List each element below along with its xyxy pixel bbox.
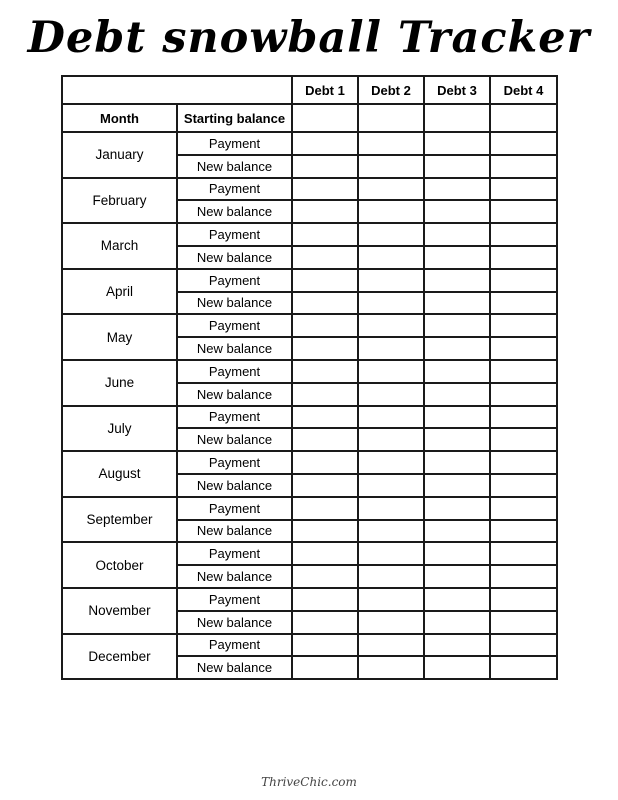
new-balance-label: New balance [177,520,292,543]
new-balance-cell[interactable] [358,200,424,223]
payment-cell[interactable] [292,178,358,201]
month-label: May [62,314,177,360]
payment-row [62,497,557,520]
payment-label: Payment [177,497,292,520]
new-balance-cell[interactable] [358,565,424,588]
header-blank-cell [62,76,292,104]
payment-label: Payment [177,178,292,201]
payment-cell[interactable] [292,314,358,337]
new-balance-cell[interactable] [358,474,424,497]
new-balance-cell[interactable] [490,565,557,588]
payment-cell[interactable] [292,497,358,520]
payment-cell[interactable] [292,269,358,292]
new-balance-label: New balance [177,565,292,588]
new-balance-cell[interactable] [424,200,490,223]
payment-label: Payment [177,451,292,474]
new-balance-cell[interactable] [490,155,557,178]
payment-row [62,588,557,611]
payment-cell[interactable] [358,451,424,474]
month-header: Month [62,104,177,132]
payment-cell[interactable] [490,588,557,611]
payment-cell[interactable] [424,542,490,565]
new-balance-cell[interactable] [490,611,557,634]
payment-cell[interactable] [490,451,557,474]
payment-label: Payment [177,542,292,565]
payment-cell[interactable] [292,223,358,246]
new-balance-cell[interactable] [358,520,424,543]
payment-cell[interactable] [490,497,557,520]
starting-balance-header: Starting balance [177,104,292,132]
new-balance-cell[interactable] [424,428,490,451]
new-balance-cell[interactable] [292,611,358,634]
new-balance-cell[interactable] [490,474,557,497]
starting-balance-cell[interactable] [424,104,490,132]
payment-row [62,132,557,155]
payment-label: Payment [177,588,292,611]
new-balance-label: New balance [177,155,292,178]
month-label: December [62,634,177,680]
payment-cell[interactable] [424,269,490,292]
payment-cell[interactable] [358,588,424,611]
payment-cell[interactable] [424,451,490,474]
new-balance-cell[interactable] [358,656,424,679]
month-label: June [62,360,177,406]
payment-cell[interactable] [490,406,557,429]
payment-cell[interactable] [490,314,557,337]
new-balance-label: New balance [177,474,292,497]
payment-row [62,451,557,474]
payment-cell[interactable] [358,542,424,565]
month-rows [62,132,557,679]
payment-cell[interactable] [424,132,490,155]
new-balance-cell[interactable] [292,520,358,543]
payment-cell[interactable] [292,360,358,383]
payment-cell[interactable] [424,360,490,383]
payment-cell[interactable] [490,634,557,657]
new-balance-cell[interactable] [358,155,424,178]
payment-cell[interactable] [424,314,490,337]
new-balance-cell[interactable] [490,520,557,543]
month-label: February [62,178,177,224]
debt-4-header: Debt 4 [490,76,557,104]
payment-label: Payment [177,634,292,657]
payment-cell[interactable] [292,542,358,565]
new-balance-cell[interactable] [358,383,424,406]
new-balance-cell[interactable] [292,200,358,223]
new-balance-label: New balance [177,337,292,360]
column-header-row [62,104,557,132]
new-balance-cell[interactable] [292,292,358,315]
new-balance-cell[interactable] [490,428,557,451]
month-label: September [62,497,177,543]
payment-label: Payment [177,406,292,429]
new-balance-cell[interactable] [358,246,424,269]
new-balance-cell[interactable] [292,246,358,269]
payment-row [62,269,557,292]
payment-cell[interactable] [358,223,424,246]
payment-label: Payment [177,360,292,383]
starting-balance-cell[interactable] [358,104,424,132]
payment-cell[interactable] [424,497,490,520]
new-balance-cell[interactable] [490,383,557,406]
payment-cell[interactable] [358,360,424,383]
new-balance-cell[interactable] [292,474,358,497]
payment-cell[interactable] [358,314,424,337]
new-balance-cell[interactable] [292,428,358,451]
new-balance-cell[interactable] [490,656,557,679]
new-balance-cell[interactable] [490,200,557,223]
month-label: November [62,588,177,634]
payment-cell[interactable] [490,132,557,155]
payment-cell[interactable] [358,178,424,201]
month-label: July [62,406,177,452]
debt-1-header: Debt 1 [292,76,358,104]
payment-cell[interactable] [292,588,358,611]
new-balance-cell[interactable] [292,337,358,360]
payment-row [62,223,557,246]
payment-cell[interactable] [490,542,557,565]
new-balance-cell[interactable] [358,428,424,451]
new-balance-cell[interactable] [490,246,557,269]
new-balance-cell[interactable] [424,656,490,679]
new-balance-cell[interactable] [424,337,490,360]
payment-label: Payment [177,132,292,155]
payment-label: Payment [177,223,292,246]
payment-cell[interactable] [424,588,490,611]
new-balance-cell[interactable] [424,474,490,497]
new-balance-label: New balance [177,246,292,269]
new-balance-cell[interactable] [490,337,557,360]
payment-row [62,178,557,201]
payment-cell[interactable] [358,269,424,292]
new-balance-cell[interactable] [292,383,358,406]
debt-header-row [62,76,557,104]
debt-3-header: Debt 3 [424,76,490,104]
payment-row [62,360,557,383]
new-balance-cell[interactable] [292,565,358,588]
payment-row [62,542,557,565]
new-balance-cell[interactable] [490,292,557,315]
new-balance-cell[interactable] [292,656,358,679]
new-balance-cell[interactable] [358,337,424,360]
payment-cell[interactable] [490,223,557,246]
new-balance-cell[interactable] [424,565,490,588]
new-balance-label: New balance [177,428,292,451]
new-balance-label: New balance [177,292,292,315]
month-label: April [62,269,177,315]
debt-2-header: Debt 2 [358,76,424,104]
month-label: January [62,132,177,178]
payment-row [62,634,557,657]
payment-row [62,314,557,337]
payment-cell[interactable] [424,406,490,429]
payment-cell[interactable] [424,178,490,201]
payment-cell[interactable] [292,132,358,155]
payment-cell[interactable] [358,132,424,155]
new-balance-cell[interactable] [424,155,490,178]
payment-cell[interactable] [292,406,358,429]
new-balance-cell[interactable] [358,611,424,634]
new-balance-cell[interactable] [424,611,490,634]
payment-label: Payment [177,314,292,337]
month-label: October [62,542,177,588]
payment-cell[interactable] [424,223,490,246]
payment-cell[interactable] [490,360,557,383]
starting-balance-cell[interactable] [292,104,358,132]
payment-cell[interactable] [292,451,358,474]
starting-balance-cell[interactable] [490,104,557,132]
payment-cell[interactable] [490,178,557,201]
payment-cell[interactable] [490,269,557,292]
page-title: Debt snowball Tracker [27,13,591,63]
new-balance-cell[interactable] [424,246,490,269]
new-balance-cell[interactable] [424,292,490,315]
new-balance-label: New balance [177,383,292,406]
payment-cell[interactable] [358,406,424,429]
payment-row [62,406,557,429]
month-label: March [62,223,177,269]
month-label: August [62,451,177,497]
new-balance-cell[interactable] [292,155,358,178]
payment-cell[interactable] [292,634,358,657]
payment-label: Payment [177,269,292,292]
payment-cell[interactable] [358,497,424,520]
new-balance-label: New balance [177,200,292,223]
new-balance-cell[interactable] [424,383,490,406]
new-balance-cell[interactable] [424,520,490,543]
new-balance-label: New balance [177,656,292,679]
new-balance-cell[interactable] [358,292,424,315]
payment-cell[interactable] [358,634,424,657]
new-balance-label: New balance [177,611,292,634]
payment-cell[interactable] [424,634,490,657]
site-footer: ThriveChic.com [261,775,357,789]
debt-tracker-table [61,75,558,680]
